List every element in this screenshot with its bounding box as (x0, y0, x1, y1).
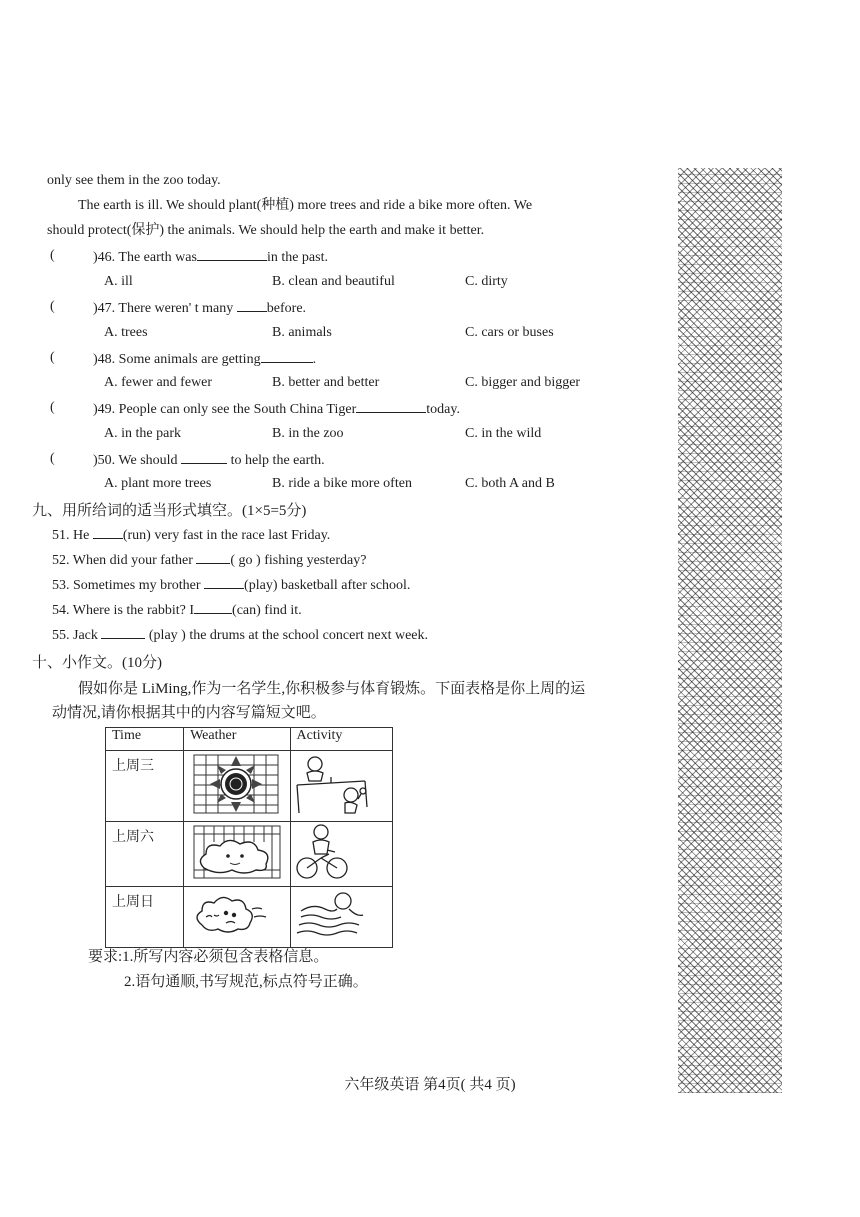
answer-paren: ( (50, 400, 55, 415)
table-cell-weather (184, 822, 290, 887)
passage-line: only see them in the zoo today. (47, 173, 221, 188)
option-b: B. clean and beautiful (272, 274, 395, 289)
question-stem: )46. The earth was (93, 250, 197, 265)
option-a: A. trees (104, 325, 148, 340)
option-b: B. animals (272, 325, 332, 340)
answer-blank (204, 576, 244, 589)
fill-item-text: (play ) the drums at the school concert next week. (145, 628, 429, 643)
question-46 (93, 248, 328, 267)
question-49 (93, 400, 460, 419)
answer-paren: ( (50, 350, 55, 365)
security-pattern-strip (678, 168, 782, 1093)
answer-blank (181, 451, 227, 464)
fill-item-text: ( go ) fishing yesterday? (230, 553, 367, 568)
section-10-title: 十、小作文。(10分) (32, 655, 162, 671)
fill-item-text: 51. He (52, 528, 93, 543)
option-b: B. in the zoo (272, 426, 344, 441)
fill-item-54 (52, 601, 302, 620)
option-a: A. plant more trees (104, 476, 212, 491)
answer-blank (197, 248, 267, 261)
fill-item-52 (52, 551, 366, 570)
fill-item-text: (run) very fast in the race last Friday. (122, 528, 331, 543)
table-cell-time: 上周日 (106, 887, 184, 948)
table-cell-activity (290, 822, 392, 887)
passage-line: should protect(保护) the animals. We should help the earth and make it better. (47, 223, 485, 238)
fill-item-55 (52, 626, 428, 645)
table-header: Weather (184, 728, 290, 751)
activity-table (105, 727, 393, 948)
table-header: Time (106, 728, 184, 751)
question-stem: )47. There weren' t many (93, 301, 237, 316)
option-b: B. better and better (272, 375, 380, 390)
table-row (106, 822, 393, 887)
answer-blank (93, 526, 123, 539)
question-stem: in the past. (266, 250, 328, 265)
swimming-icon (291, 887, 391, 943)
fill-item-text: 53. Sometimes my brother (52, 578, 205, 593)
table-cell-activity (290, 887, 392, 948)
question-50 (93, 451, 325, 470)
sun-icon (184, 751, 288, 817)
option-b: B. ride a bike more often (272, 476, 412, 491)
option-c: C. in the wild (465, 426, 542, 441)
requirement-1: 要求:1.所写内容必须包含表格信息。 (88, 949, 329, 965)
question-stem: )49. People can only see the South China Tiger (93, 402, 357, 417)
question-stem: before. (266, 301, 307, 316)
passage-line: The earth is ill. We should plant(种植) more trees and ride a bike more often. We (78, 198, 533, 213)
answer-blank (194, 601, 232, 614)
table-row (106, 751, 393, 822)
table-cell-weather (184, 887, 290, 948)
writing-prompt: 动情况,请你根据其中的内容写篇短文吧。 (52, 705, 326, 721)
option-a: A. fewer and fewer (104, 375, 213, 390)
fill-item-53 (52, 576, 410, 595)
fill-item-51 (52, 526, 330, 545)
answer-paren: ( (50, 451, 55, 466)
option-c: C. bigger and bigger (465, 375, 581, 390)
fill-item-text: 55. Jack (52, 628, 102, 643)
table-row (106, 887, 393, 948)
option-a: A. ill (104, 274, 133, 289)
table-header: Activity (290, 728, 392, 751)
question-48 (93, 350, 316, 369)
answer-blank (356, 400, 426, 413)
ping-pong-icon (291, 751, 391, 817)
option-c: C. both A and B (465, 476, 555, 491)
question-stem: )50. We should (93, 453, 182, 468)
option-a: A. in the park (104, 426, 181, 441)
fill-item-text: 52. When did your father (52, 553, 197, 568)
table-cell-time: 上周六 (106, 822, 184, 887)
answer-blank (237, 299, 267, 312)
table-cell-weather (184, 751, 290, 822)
cycling-icon (291, 822, 391, 882)
question-stem: . (312, 352, 317, 367)
fill-item-text: 54. Where is the rabbit? I (52, 603, 195, 618)
answer-paren: ( (50, 299, 55, 314)
windy-cloud-icon (184, 887, 288, 943)
section-9-title: 九、用所给词的适当形式填空。(1×5=5分) (32, 503, 307, 519)
question-stem: to help the earth. (227, 453, 325, 468)
answer-blank (196, 551, 230, 564)
question-stem: )48. Some animals are getting (93, 352, 261, 367)
option-c: C. dirty (465, 274, 508, 289)
table-cell-activity (290, 751, 392, 822)
answer-blank (101, 626, 145, 639)
question-stem: today. (426, 402, 460, 417)
requirement-2: 2.语句通顺,书写规范,标点符号正确。 (124, 974, 368, 990)
fill-item-text: (play) basketball after school. (244, 578, 411, 593)
fill-item-text: (can) find it. (232, 603, 302, 618)
cloud-icon (184, 822, 288, 882)
question-47 (93, 299, 306, 318)
page-footer: 六年级英语 第4页( 共4 页) (344, 1077, 516, 1093)
answer-blank (261, 350, 313, 363)
option-c: C. cars or buses (465, 325, 554, 340)
writing-prompt: 假如你是 LiMing,作为一名学生,你积极参与体育锻炼。下面表格是你上周的运 (78, 681, 586, 697)
table-cell-time: 上周三 (106, 751, 184, 822)
answer-paren: ( (50, 248, 55, 263)
